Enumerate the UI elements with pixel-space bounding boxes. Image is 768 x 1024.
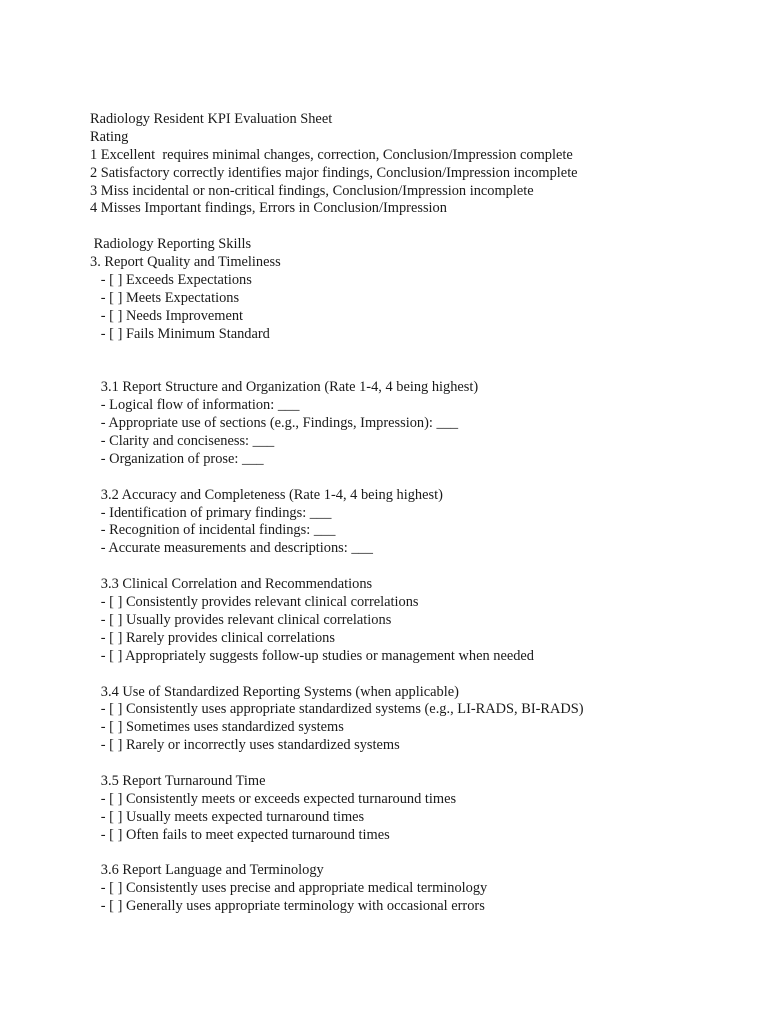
subsection-3-3-title: 3.3 Clinical Correlation and Recommendations (90, 576, 373, 593)
list-item: - Clarity and conciseness: ___ (90, 433, 275, 450)
list-item: - [ ] Usually meets expected turnaround times (90, 808, 365, 825)
list-item: - [ ] Consistently provides relevant clinical correlations (90, 594, 419, 611)
option-meets: - [ ] Meets Expectations (90, 289, 240, 306)
list-item: - [ ] Sometimes uses standardized systems (90, 719, 344, 736)
list-item: - [ ] Rarely or incorrectly uses standardized systems (90, 737, 400, 754)
list-item: - Accurate measurements and descriptions: ___ (90, 540, 373, 557)
list-item: - Organization of prose: ___ (90, 450, 264, 467)
spacer (90, 469, 750, 487)
spacer (90, 558, 750, 576)
list-item: - [ ] Usually provides relevant clinical correlations (90, 611, 392, 628)
rating-4: 4 Misses Important findings, Errors in Conclusion/Impression (90, 200, 447, 217)
option-needs-improvement: - [ ] Needs Improvement (90, 307, 244, 324)
spacer (90, 344, 750, 362)
list-item: - Appropriate use of sections (e.g., Findings, Impression): ___ (90, 415, 459, 432)
spacer (90, 666, 750, 684)
list-item: - [ ] Rarely provides clinical correlations (90, 629, 335, 646)
list-item: - [ ] Generally uses appropriate terminology with occasional errors (90, 898, 485, 915)
rating-1: 1 Excellent requires minimal changes, correction, Conclusion/Impression complete (90, 146, 573, 163)
spacer (90, 845, 750, 863)
option-exceeds: - [ ] Exceeds Expectations (90, 272, 252, 289)
list-item: - [ ] Often fails to meet expected turnaround times (90, 826, 390, 843)
list-item: - Recognition of incidental findings: ___ (90, 522, 336, 539)
spacer (90, 361, 750, 379)
document-page (90, 111, 750, 916)
rating-3: 3 Miss incidental or non-critical findings, Conclusion/Impression incomplete (90, 182, 534, 199)
rating-label: Rating (90, 128, 129, 145)
spacer (90, 218, 750, 236)
section-3-title: 3. Report Quality and Timeliness (90, 254, 281, 271)
list-item: - [ ] Appropriately suggests follow-up studies or management when needed (90, 647, 535, 664)
list-item: - Identification of primary findings: ___ (90, 504, 332, 521)
rating-2: 2 Satisfactory correctly identifies major findings, Conclusion/Impression incomplete (90, 164, 578, 181)
spacer (90, 755, 750, 773)
subsection-3-1-title: 3.1 Report Structure and Organization (Rate 1-4, 4 being highest) (90, 379, 479, 396)
subsection-3-5-title: 3.5 Report Turnaround Time (90, 772, 266, 789)
list-item: - [ ] Consistently uses appropriate standardized systems (e.g., LI-RADS, BI-RADS) (90, 701, 584, 718)
option-fails: - [ ] Fails Minimum Standard (90, 325, 270, 342)
list-item: - [ ] Consistently meets or exceeds expected turnaround times (90, 790, 457, 807)
reporting-skills-title: Radiology Reporting Skills (90, 236, 252, 253)
subsection-3-4-title: 3.4 Use of Standardized Reporting Systems (when applicable) (90, 683, 459, 700)
subsection-3-6-title: 3.6 Report Language and Terminology (90, 862, 324, 879)
list-item: - [ ] Consistently uses precise and appropriate medical terminology (90, 880, 488, 897)
document-title: Radiology Resident KPI Evaluation Sheet (90, 111, 333, 127)
subsection-3-2-title: 3.2 Accuracy and Completeness (Rate 1-4, 4 being highest) (90, 486, 443, 503)
list-item: - Logical flow of information: ___ (90, 397, 300, 414)
